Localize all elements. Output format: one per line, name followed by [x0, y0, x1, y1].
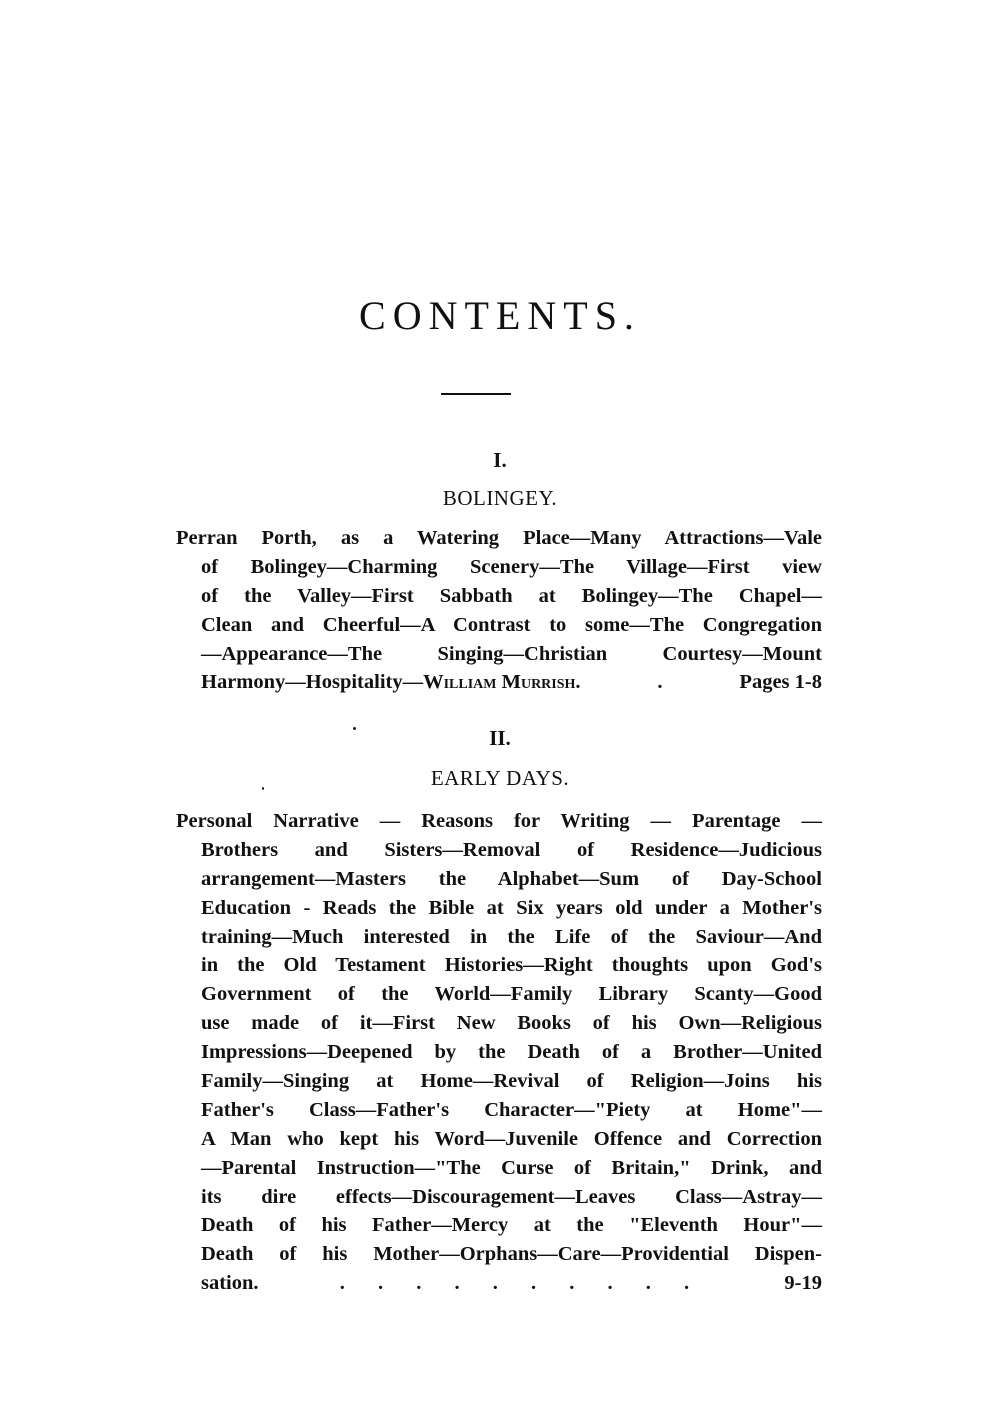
- entry-line: Death of his Father—Mercy at the "Eleventh Hour"—: [201, 1214, 822, 1237]
- dot-leader: .: [657, 671, 663, 694]
- entry-line: of the Valley—First Sabbath at Bolingey—The Chapel—: [201, 584, 822, 607]
- entry-line: A Man who kept his Word—Juvenile Offence and Correction: [201, 1127, 822, 1150]
- person-name: William Murrish.: [423, 671, 581, 694]
- entry-line: Brothers and Sisters—Removal of Residence—Judicious: [201, 838, 822, 861]
- entry-last-line-text: [201, 668, 581, 697]
- entry-line: —Parental Instruction—"The Curse of Britain," Drink, and: [201, 1156, 822, 1179]
- page-range: Pages 1-8: [739, 671, 822, 694]
- contents-entry: [176, 524, 822, 697]
- section-heading: EARLY DAYS.: [430, 766, 570, 790]
- title-rule: [441, 393, 511, 395]
- entry-last-line: [176, 668, 822, 697]
- entry-line: Education - Reads the Bible at Six years old under a Mother's: [201, 896, 822, 919]
- page-title: CONTENTS.: [359, 293, 641, 338]
- entry-line: its dire effects—Discouragement—Leaves Class—Astray—: [201, 1185, 822, 1208]
- entry-line: arrangement—Masters the Alphabet—Sum of Day-School: [201, 867, 822, 890]
- entry-line: Impressions—Deepened by the Death of a Brother—United: [201, 1041, 822, 1064]
- entry-line: in the Old Testament Histories—Right thoughts upon God's: [201, 954, 822, 977]
- entry-line: Clean and Cheerful—A Contrast to some—The Congregation: [201, 613, 822, 636]
- entry-line: Government of the World—Family Library Scanty—Good: [201, 983, 822, 1006]
- section-numeral: II.: [489, 726, 511, 750]
- page-range: 9-19: [784, 1272, 822, 1295]
- print-speck: [262, 787, 264, 790]
- section-numeral: I.: [493, 448, 507, 472]
- entry-line: Personal Narrative — Reasons for Writing — Parentage —: [176, 810, 822, 832]
- entry-last-line: [176, 1269, 822, 1298]
- entry-text-fragment: Harmony—Hospitality—: [201, 671, 424, 694]
- entry-line: of Bolingey—Charming Scenery—The Village—First view: [201, 555, 822, 578]
- entry-line: Family—Singing at Home—Revival of Religion—Joins his: [201, 1070, 822, 1093]
- section-heading: BOLINGEY.: [442, 486, 558, 510]
- entry-line: Death of his Mother—Orphans—Care—Providential Dispen-: [201, 1243, 822, 1266]
- entry-last-line-text: sation.: [201, 1272, 259, 1295]
- entry-line: Perran Porth, as a Watering Place—Many Attractions—Vale: [176, 527, 822, 549]
- entry-line: use made of it—First New Books of his Own—Religious: [201, 1012, 822, 1035]
- contents-entry: [176, 807, 822, 1298]
- entry-line: Father's Class—Father's Character—"Piety at Home"—: [201, 1098, 822, 1121]
- entry-line: —Appearance—The Singing—Christian Courtesy—Mount: [201, 642, 822, 665]
- entry-line: training—Much interested in the Life of the Saviour—And: [201, 925, 822, 948]
- dot-leader: . . . . . . . . . .: [339, 1272, 704, 1295]
